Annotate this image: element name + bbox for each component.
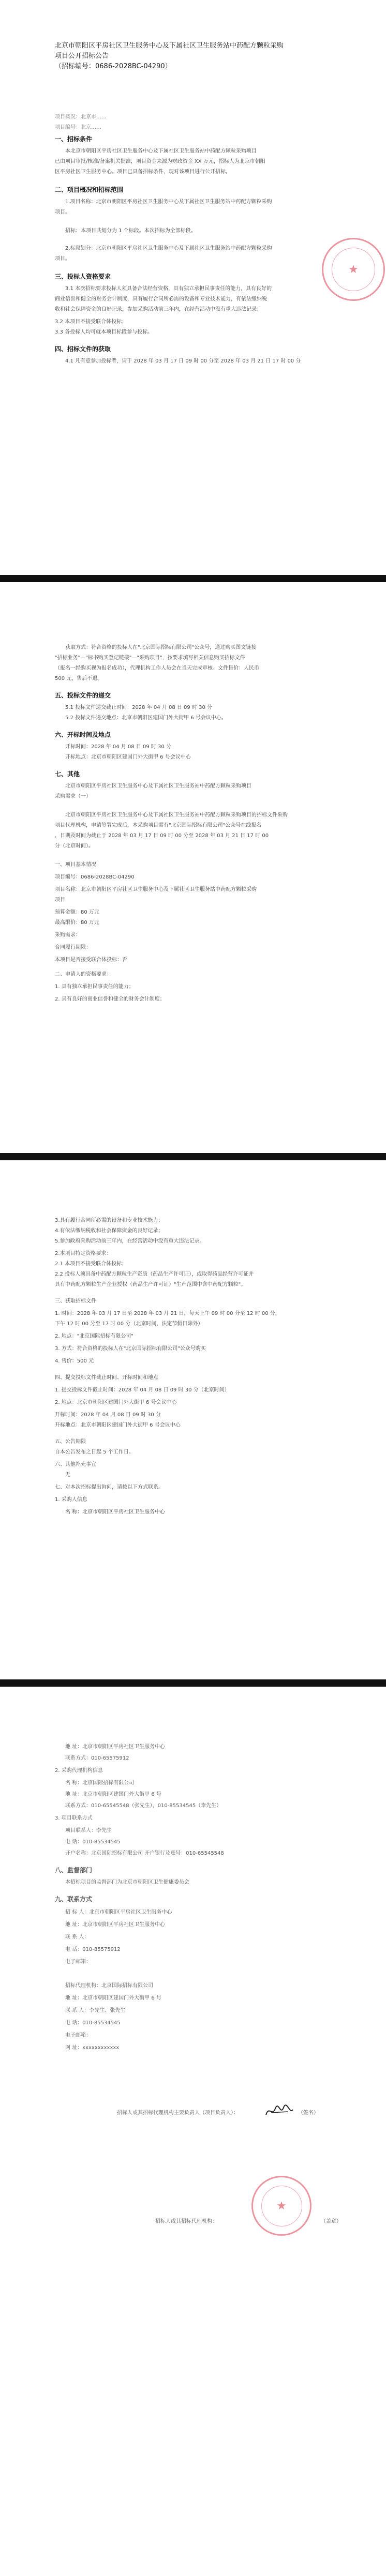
page-1	[0, 0, 386, 579]
paragraph-line: 500 元，售后不退。	[55, 676, 103, 681]
section-heading: 一、招标条件	[55, 135, 93, 143]
paragraph-line: 2. 地点："北京国际招标有限公司"	[55, 1334, 133, 1339]
paragraph-line: 地 址：北京市朝阳区建国门外大街甲 6 号	[65, 1792, 161, 1797]
paragraph-line: 五、公告期限	[55, 1439, 86, 1445]
contact-line: 地 址：北京市朝阳区建国门外大街甲 6 号	[65, 1995, 161, 2001]
paragraph-line: 地 址：北京市朝阳区平房社区卫生服务中心	[65, 1744, 166, 1750]
paragraph-line: 4.有依法缴纳税收和社会保障资金的良好记录；	[55, 1228, 164, 1234]
project-number: （招标编号：0686-2028BC-04290）	[55, 63, 172, 70]
paragraph-line: 联系方式：010-65545548（张先生），010-85534545（李先生）	[65, 1803, 222, 1809]
paragraph-line: 项目联系人：李先生	[65, 1828, 112, 1833]
section-heading: 四、招标文件的获取	[55, 345, 111, 353]
paragraph-line: 3.具有履行合同所必需的设备和专业技术能力；	[55, 1218, 164, 1223]
paragraph-line: 电 话：010-85534545	[65, 1839, 121, 1845]
contact-line: 电 话：010-85534545	[65, 2020, 121, 2026]
paragraph-line: 3.3 各投标人均可就本项目标段参与投标。	[55, 329, 153, 335]
paragraph-line: 4. 售价：500 元	[55, 1358, 94, 1364]
paragraph-line: 项目。	[55, 209, 70, 215]
section-heading: 八、监督部门	[55, 1867, 93, 1874]
paragraph-line: 项目代理机构，申请签署完成后，本采购项目需有"北京国际招标有限公司"公众号在线报名	[55, 823, 262, 828]
contact-line: 联 系 人：李先生、张先生	[65, 2008, 126, 2013]
paragraph-line: 2. 具有良好的商业信誉和健全的财务会计制度；	[55, 996, 165, 1002]
paragraph-line: 3.1 本次招标要求投标人须具备合法经营资格，具有独立承担民事责任的能力，具有良好的	[65, 286, 272, 292]
paragraph-line: 5.2 投标文件递交地点：北京市朝阳区建国门外大街甲 6 号会议中心。	[65, 715, 227, 721]
agency-label: 招标人或其招标代理机构：	[155, 2219, 217, 2224]
paragraph-line: 5.参加政府采购活动前三年内，在经营活动中没有重大违法记录。	[55, 1238, 205, 1244]
section-heading: 五、投标文件的递交	[55, 692, 111, 699]
paragraph-line: 1. 提交投标文件截止时间：2028 年 04 月 08 日 09 时 30 分（北京时间）	[55, 1387, 230, 1393]
paragraph-line: （报名一经购买视为报名成功），代理机构工作人员会在当天完成审核。文件售价：人民币	[55, 665, 259, 671]
paragraph-line: 区平房社区卫生服务中心。项目已具备招标条件，现对该项目进行公开招标。	[55, 169, 231, 175]
paragraph-line: "招标业务"—"标书购买登记链接"—"采购项目"，按要求填写相关信息购买招标文件	[55, 655, 245, 661]
page-separator	[0, 1153, 386, 1160]
project-summary-line: 项目概况：北京市……	[55, 114, 107, 120]
paragraph-line: 收和社会保障资金的良好记录，参加采购活动前三年内，在经营活动中没有重大违法记录；	[55, 307, 262, 312]
paragraph-line: 3.2 本项目不接受联合体投标；	[55, 319, 127, 325]
page-2	[0, 582, 386, 1156]
paragraph-line: 开户名称：北京国际招标有限公司 开户银行及账号：010-65545548	[65, 1851, 224, 1856]
paragraph-line: 七、对本次招标提出询问，请按以下方式联系。	[55, 1484, 164, 1490]
paragraph-line: 二、申请人的资格要求：	[55, 972, 112, 977]
paragraph-line: 采购需求（一）	[55, 794, 91, 799]
page-separator	[0, 575, 386, 582]
section-heading: 二、项目概况和招标范围	[55, 186, 124, 193]
paragraph-line: 分（北京时间）。	[55, 843, 94, 849]
paragraph-line: 商业信誉和健全的财务会计制度，具有履行合同所必需的设备和专业技术能力，有依法缴纳税	[55, 296, 267, 302]
paragraph-line: 3. 方式：符合资格的投标人在"北京国际招标有限公司"公众号购买	[55, 1346, 206, 1352]
paragraph-line: 1.项目名称：北京市朝阳区平房社区卫生服务中心及下属社区卫生服务站中药配方颗粒采购	[65, 199, 272, 205]
project-summary-line: 项目编号：北京……	[55, 125, 101, 130]
contact-line: 电子邮箱：	[65, 1959, 91, 1965]
paragraph-line: 预算金额：80 万元	[55, 910, 99, 915]
paragraph-line: 北京市朝阳区平房社区卫生服务中心及下属社区卫生服务站中药配方颗粒采购项目	[65, 783, 251, 789]
paragraph-line: 开标地点：北京市朝阳区建国门外大街甲 6 号会议中心	[55, 1422, 181, 1428]
paragraph-line: 1. 具有独立承担民事责任的能力；	[55, 984, 134, 990]
paragraph-line: 2.1 本项目不接受联合体投标；	[55, 1261, 127, 1267]
company-seal-stamp	[251, 2176, 311, 2236]
section-heading: 七、其他	[55, 770, 80, 778]
paragraph-line: 2.2 投标人须具备中药配方颗粒生产资质（药品生产许可证），或取得药品经营许可证并	[55, 1271, 254, 1277]
paragraph-line: 名 称：北京市朝阳区平房社区卫生服务中心	[65, 1509, 166, 1515]
paragraph-line: 项目编号：0686-2028BC-04290	[55, 874, 135, 880]
paragraph-line: 本项目是否接受联合体投标：否	[55, 957, 127, 963]
paragraph-line: 具有中药配方颗粒生产企业授权（药品生产许可证）"生产范围中含中药配方颗粒"。	[55, 1282, 246, 1287]
paragraph-line: 获取方式：符合资格的投标人在"北京国际招标有限公司"公众号，通过购买图文链接	[65, 645, 257, 650]
paragraph-line: 四、提交投标文件截止时间、开标时间和地点	[55, 1375, 158, 1381]
paragraph-line: 1. 时间：2028 年 03 月 17 日至 2028 年 03 月 21 日，每天上午 09 时 00 分至 12 时 00 分，	[55, 1311, 280, 1316]
paragraph-line: 名 称：北京国际招标有限公司	[65, 1780, 135, 1786]
paragraph-line: 采购需求：	[55, 932, 81, 938]
seal-star-icon: ★	[332, 248, 375, 291]
official-seal-stamp	[322, 238, 385, 301]
contact-line: 招 标 人：北京市朝阳区平房社区卫生服务中心	[65, 1910, 172, 1915]
notice-title-line-2: 项目公开招标公告	[55, 52, 109, 60]
contact-line: 网 址：xxxxxxxxxxxx	[65, 2045, 120, 2051]
section-heading: 三、投标人资格要求	[55, 273, 111, 280]
contact-line: 电子邮箱：	[65, 2033, 91, 2038]
contact-line: 招标代理机构：北京国际招标有限公司	[65, 1983, 153, 1989]
section-heading: 六、开标时间及地点	[55, 731, 111, 738]
paragraph-line: 2.标段划分：北京市朝阳区平房社区卫生服务中心及下属社区卫生服务站中药配方颗粒采购	[65, 246, 272, 251]
signature-suffix: （签名）	[298, 2110, 319, 2116]
paragraph-line: 开标时间：2028 年 04 月 08 日 09 时 30 分	[65, 744, 171, 750]
notice-title-line-1: 北京市朝阳区平房社区卫生服务中心及下属社区卫生服务站中药配方颗粒采购	[55, 42, 284, 50]
paragraph-line: 北京市朝阳区平房社区卫生服务中心及下属社区卫生服务站中药配方颗粒采购项目的招标文件采购	[65, 812, 288, 818]
paragraph-line: ，日期及时间为截止于 2028 年 03 月 17 日 09 时 00 分至 2028 年 03 月 21 日 17 时 00	[55, 833, 269, 839]
paragraph-line: 一、项目基本情况	[55, 862, 96, 868]
paragraph-line: 无	[65, 1472, 70, 1478]
paragraph-line: 2.本项目特定资格要求：	[55, 1251, 112, 1256]
seal-suffix: （盖章）	[321, 2219, 342, 2224]
paragraph-line: 2. 地点：北京市朝阳区建国门外大街甲 6 号会议中心	[55, 1400, 177, 1405]
handwritten-signature	[264, 2103, 295, 2119]
paragraph-line: 三、获取招标文件	[55, 1298, 96, 1304]
contact-line: 联 系 人：	[65, 1934, 90, 1940]
paragraph-line: 最高限价：80 万元	[55, 920, 99, 926]
paragraph-line: 项目。	[55, 256, 70, 262]
seal-star-icon: ★	[261, 2186, 302, 2226]
paragraph-line: 项目名称：北京市朝阳区平房社区卫生服务中心及下属社区卫生服务站中药配方颗粒采购	[55, 887, 257, 892]
paragraph-line: 4.1 凡有意参加投标者，请于 2028 年 03 月 17 日 09 时 00 分至 2028 年 03 月 21 日 17 时 00 分	[65, 358, 301, 364]
paragraph-line: 下午 12 时 00 分至 17 时 00 分（北京时间，法定节假日除外）	[55, 1321, 203, 1327]
page-3	[0, 1160, 386, 1683]
paragraph-line: 1. 采购人信息	[55, 1497, 87, 1503]
paragraph-line: 合同履行期限：	[55, 945, 91, 950]
paragraph-line: 联系方式：010-65575912	[65, 1755, 129, 1761]
paragraph-line: 六、其他补充事宜	[55, 1462, 96, 1467]
page-separator	[0, 1679, 386, 1687]
page-4	[0, 1687, 386, 2576]
paragraph-line: 3. 项目联系方式	[55, 1815, 93, 1821]
paragraph-line: 招标：本项目共划分为 1 个标段。本次招标为全部标段。	[65, 228, 196, 234]
paragraph-line: 本招标项目的监督部门为北京市朝阳区卫生健康委员会	[65, 1880, 189, 1885]
paragraph-line: 项目	[55, 897, 65, 903]
paragraph-line: 本北京市朝阳区平房社区卫生服务中心及下属社区卫生服务站中药配方颗粒采购项目	[65, 148, 257, 154]
contact-line: 电 话：010-85575912	[65, 1947, 121, 1952]
paragraph-line: 开标地点：北京市朝阳区建国门外大街甲 6 号会议中心	[65, 754, 191, 760]
paragraph-line: 自本公告发布之日起 5 个工作日。	[55, 1449, 134, 1455]
section-heading: 九、联系方式	[55, 1896, 93, 1903]
paragraph-line: 5.1 投标文件递交截止时间：2028 年 04 月 08 日 09 时 30 分	[65, 705, 213, 710]
paragraph-line: 2. 采购代理机构信息	[55, 1768, 103, 1774]
signature-label: 招标人或其招标代理机构主要负责人（项目负责人）：	[117, 2110, 239, 2116]
paragraph-line: 已由项目审批/核准/备案机关批准，项目资金来源为财政资金 XX 万元，招标人为北京市朝阳	[55, 159, 265, 164]
contact-line: 地 址：北京市朝阳区平房社区卫生服务中心	[65, 1922, 166, 1928]
paragraph-line: 开标时间：2028 年 04 月 08 日 09 时 30 分	[55, 1412, 161, 1418]
